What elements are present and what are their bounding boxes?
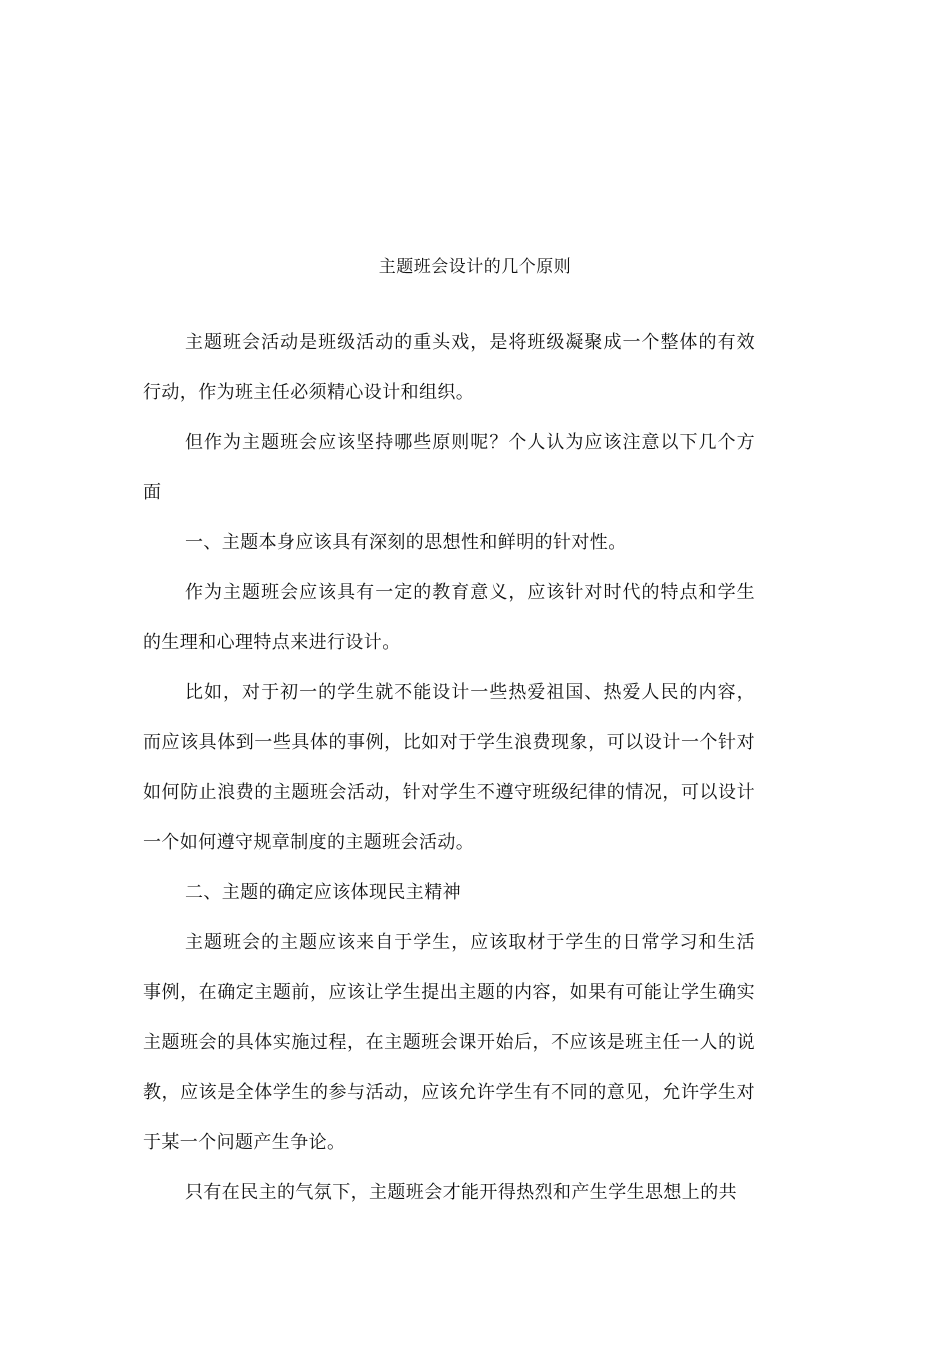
paragraph-section-1-a: 作为主题班会应该具有一定的教育意义，应该针对时代的特点和学生的生理和心理特点来进行设计。 [143, 582, 755, 653]
section-heading-1: 一、主题本身应该具有深刻的思想性和鲜明的针对性。 [185, 532, 627, 553]
document-title: 主题班会设计的几个原则 [378, 257, 572, 277]
section-heading-2: 二、主题的确定应该体现民主精神 [185, 882, 461, 903]
paragraph-section-2-a: 主题班会的主题应该来自于学生，应该取材于学生的日常学习和生活事例，在确定主题前，应该让学生提出主题的内容，如果有可能让学生确实主题班会的具体实施过程，在主题班会课开始后，不应该是班主任一人的说教，应该是全体学生的参与活动，应该允许学生有不同的意见，允许学生对于某一个问题产生争论。 [143, 932, 755, 1153]
paragraph-question: 但作为主题班会应该坚持哪些原则呢？个人认为应该注意以下几个方面 [143, 432, 755, 503]
paragraph-section-2-b: 只有在民主的气氛下，主题班会才能开得热烈和产生学生思想上的共 [185, 1182, 737, 1203]
paragraph-section-1-b: 比如，对于初一的学生就不能设计一些热爱祖国、热爱人民的内容，而应该具体到一些具体的事例，比如对于学生浪费现象，可以设计一个针对如何防止浪费的主题班会活动，针对学生不遵守班级纪律的情况，可以设计一个如何遵守规章制度的主题班会活动。 [143, 682, 755, 853]
document-body [143, 318, 755, 1218]
paragraph-intro: 主题班会活动是班级活动的重头戏，是将班级凝聚成一个整体的有效行动，作为班主任必须精心设计和组织。 [143, 332, 755, 403]
